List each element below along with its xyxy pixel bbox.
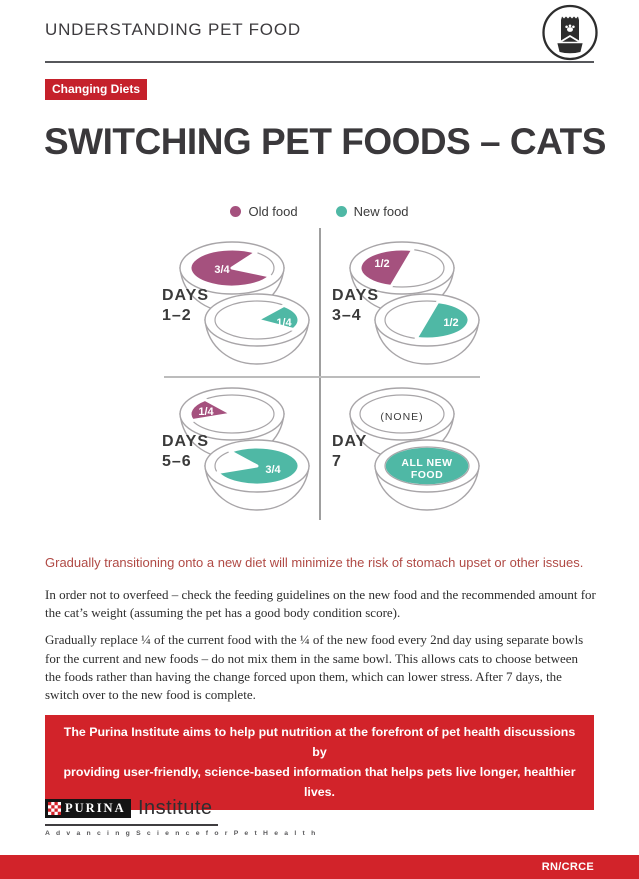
quadrant-days-5–6 — [150, 374, 320, 520]
logo-tagline: A d v a n c i n g S c i e n c e f o r P e t H e a l t h — [45, 830, 318, 837]
horizontal-divider — [164, 376, 480, 378]
category-badge: Changing Diets — [45, 79, 147, 100]
legend-label-new: New food — [353, 204, 409, 219]
quadrant-label: DAYS 5–6 — [162, 433, 209, 470]
legend-label-old: Old food — [248, 204, 298, 219]
svg-text:1/4: 1/4 — [276, 317, 292, 329]
quadrant-days-3–4 — [320, 228, 490, 374]
svg-text:3/4: 3/4 — [265, 464, 281, 476]
header-divider — [45, 61, 594, 63]
callout-line-1: The Purina Institute aims to help put nutrition at the forefront of pet health discussions by — [63, 725, 576, 759]
page-title: SWITCHING PET FOODS – CATS — [44, 121, 606, 162]
svg-text:1/4: 1/4 — [198, 406, 214, 418]
quadrant-label: DAY 7 — [332, 433, 368, 470]
svg-text:1/2: 1/2 — [443, 317, 459, 329]
purina-logo-box — [45, 799, 131, 818]
header-title: UNDERSTANDING PET FOOD — [45, 20, 301, 39]
purina-institute-logo — [45, 797, 317, 837]
legend-item-old-food — [230, 204, 297, 219]
new-food-dot-icon — [336, 206, 347, 217]
svg-text:ALL NEW: ALL NEW — [401, 457, 453, 469]
callout-line-2: providing user-friendly, science-based information that helps pets live longer, healthier lives. — [63, 764, 576, 799]
institute-wordmark: Institute — [138, 797, 213, 819]
legend — [0, 204, 639, 219]
footer-bar — [0, 855, 639, 879]
quadrant-day-7 — [320, 374, 490, 520]
purina-checkerboard-icon — [48, 802, 61, 815]
food-transition-diagram — [150, 228, 490, 520]
paragraph-1: In order not to overfeed – check the feeding guidelines on the new food and the recommended amount for the cat’s weight (assuming the pet has a good body condition score). — [45, 587, 596, 621]
vertical-divider — [319, 228, 321, 520]
svg-text:(NONE): (NONE) — [380, 411, 424, 423]
svg-text:1/2: 1/2 — [374, 258, 390, 270]
legend-item-new-food — [336, 204, 409, 219]
quadrant-label: DAYS 1–2 — [162, 287, 209, 324]
footer-code: RN/CRCE — [541, 861, 594, 873]
paragraph-2: Gradually replace ¼ of the current food with the ¼ of the new food every 2nd day using separate bowls for the current and new foods – do not mix them in the same bowl. This allows cats to choose between the foods rather than having the change forced upon them, which can lower stress. After 7 days, the switch over to the new food is complete. — [45, 632, 584, 702]
highlight-sentence: Gradually transitioning onto a new diet will minimize the risk of stomach upset or other issues. — [45, 555, 584, 570]
pet-food-bag-bowl-icon — [541, 3, 599, 67]
svg-text:FOOD: FOOD — [410, 469, 444, 481]
old-food-dot-icon — [230, 206, 241, 217]
svg-text:3/4: 3/4 — [214, 264, 230, 276]
logo-divider — [45, 824, 218, 826]
quadrant-days-1–2 — [150, 228, 320, 374]
purina-wordmark: PURINA — [65, 801, 126, 815]
quadrant-label: DAYS 3–4 — [332, 287, 379, 324]
